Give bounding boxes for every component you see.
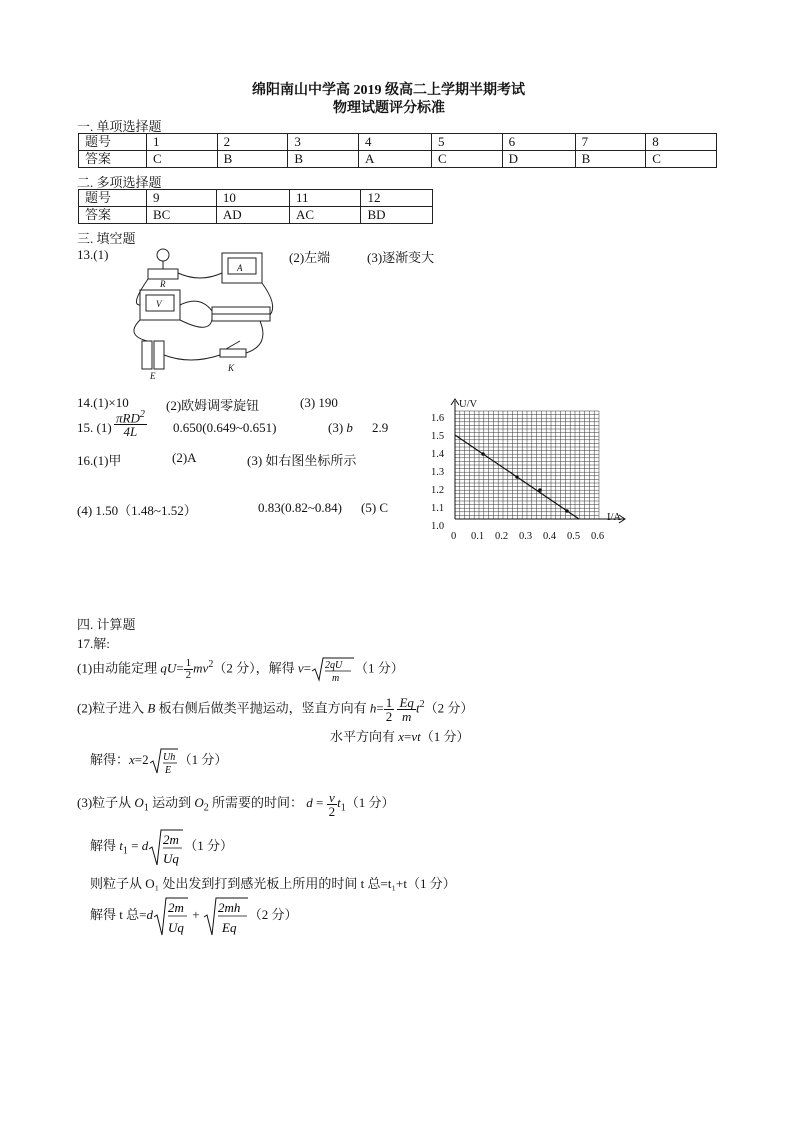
- table-cell: BD: [361, 207, 433, 224]
- data-point: [538, 488, 542, 492]
- table-cell: 9: [147, 190, 217, 207]
- table-cell: C: [147, 151, 218, 168]
- switch-label: K: [228, 363, 235, 373]
- table-cell: 7: [575, 134, 646, 151]
- table-cell: B: [575, 151, 646, 168]
- ui-graph: [425, 393, 635, 545]
- y-tick: 1.1: [431, 503, 445, 514]
- table-cell: 答案: [79, 207, 147, 224]
- q17-line3-score: （1 分）: [420, 729, 470, 744]
- sqrt-sign: [311, 656, 355, 682]
- y-tick: 1.6: [431, 413, 445, 424]
- svg-text:2m: 2m: [167, 900, 184, 916]
- q17-line5-text: (3)粒子从: [77, 795, 135, 810]
- section4-heading: 四. 计算题: [77, 617, 136, 632]
- q17-line5-text2: 运动到: [148, 795, 195, 810]
- q17-line3-text: 水平方向有: [330, 729, 399, 744]
- ammeter-label: A: [237, 263, 243, 273]
- x-axis-label: I/A: [607, 512, 621, 523]
- q16-part3: (3) 如右图坐标所示: [247, 453, 357, 468]
- q15-value: 2.9: [372, 420, 389, 435]
- table-cell: BC: [147, 207, 217, 224]
- q17-line6-score: （1 分）: [184, 838, 233, 853]
- svg-text:E: E: [164, 765, 171, 776]
- y-tick: 1.4: [431, 449, 445, 460]
- q15-formula: [114, 410, 147, 438]
- rheostat-r: [148, 269, 178, 279]
- table-cell: 1: [147, 134, 218, 151]
- q14-part3: (3) 190: [300, 395, 338, 410]
- q15-part3-b: b: [346, 420, 353, 435]
- x-tick: 0.6: [591, 531, 605, 542]
- exam-subtitle: 物理试题评分标准: [333, 101, 445, 116]
- table-cell: B: [288, 151, 359, 168]
- svg-text:Uq: Uq: [167, 920, 184, 936]
- y-tick: 1.3: [431, 467, 445, 478]
- q17-line2-score: （2 分）: [424, 700, 474, 716]
- table-cell: 12: [361, 190, 433, 207]
- q17-line8: 解得 t 总=d 2m Uq + 2mh Eq （2 分）: [90, 894, 298, 937]
- table-cell: 2: [217, 134, 288, 151]
- y-tick: 1.0: [431, 521, 445, 532]
- q15-part2: 0.650(0.649~0.651): [173, 420, 277, 435]
- q17-line5-score: （1 分）: [345, 795, 395, 810]
- table-row: [79, 207, 433, 224]
- exam-title: 绵阳南山中学高 2019 级高二上学期半期考试: [252, 83, 525, 98]
- q16-part4: (4) 1.50（1.48~1.52）: [77, 503, 197, 518]
- q17-line6: 解得 $t_1 = d$ 2m Uq （1 分）: [90, 826, 233, 872]
- section2-heading: 二. 多项选择题: [77, 175, 162, 190]
- table-cell: 4: [358, 134, 431, 151]
- q17-line8-text: 解得 t 总=: [90, 907, 147, 922]
- table-cell: 8: [646, 134, 717, 151]
- q17-line1-text2: （2 分），解得: [213, 660, 298, 676]
- svg-text:Uq: Uq: [163, 851, 180, 867]
- table-cell: D: [502, 151, 575, 168]
- q17-line2-text2: 板右侧后做类平抛运动，竖直方向有: [155, 700, 370, 716]
- sqrt-sign: [149, 747, 179, 775]
- table-cell: 10: [216, 190, 289, 207]
- x-tick: 0.3: [519, 531, 533, 542]
- q13-part3: (3)逐渐变大: [367, 250, 435, 265]
- table-cell: B: [217, 151, 288, 168]
- table-cell: AC: [289, 207, 361, 224]
- q17-number: 17.解:: [77, 636, 110, 651]
- battery-label: E: [150, 371, 156, 381]
- x-tick: 0: [451, 531, 457, 542]
- sqrt-sign: [148, 827, 184, 867]
- table-cell: 11: [289, 190, 361, 207]
- q17-line6-text: 解得: [90, 838, 120, 853]
- svg-text:m: m: [331, 673, 340, 683]
- sqrt-sign: [153, 895, 189, 937]
- table-cell: A: [358, 151, 431, 168]
- circuit-diagram: [120, 245, 280, 385]
- y-axis-label: U/V: [459, 399, 478, 410]
- battery-icon: [142, 341, 152, 369]
- q17-line4: 解得：x=2 Uh E （1 分）: [90, 746, 227, 775]
- q17-line2-text: (2)粒子进入: [77, 700, 148, 716]
- q17-line1: (1)由动能定理 qU= $\frac{1}{2}$ $mv^2(2$ 分），解得 v= 2qU m （1 分）: [77, 656, 404, 683]
- x-tick: 0.1: [471, 531, 485, 542]
- bulb-icon: [157, 249, 169, 261]
- table-cell: AD: [216, 207, 289, 224]
- voltmeter-label: V: [156, 299, 162, 309]
- q17-line2: (2)粒子进入 B 板右侧后做类平抛运动，竖直方向有 h= $\frac{1}{2}$ $\frac{Eq}{m}$ $t^2(2$ 分）: [77, 694, 474, 724]
- resistor-label: R: [160, 279, 166, 289]
- single-choice-table: [78, 133, 717, 168]
- svg-text:2m: 2m: [163, 832, 180, 848]
- table-cell: C: [431, 151, 502, 168]
- table-row: [79, 134, 717, 151]
- y-tick: 1.2: [431, 485, 445, 496]
- q17-line4-text: 解得：: [90, 752, 130, 767]
- svg-text:2qU: 2qU: [324, 660, 343, 672]
- q15-part3-label: (3): [328, 420, 347, 435]
- svg-text:Uh: Uh: [162, 752, 175, 764]
- q17-line7: 则粒子从 O₁ 处出发到打到感光板上所用的时间 t 总=t₁+t（1 分）: [90, 876, 456, 891]
- table-cell: 题号: [79, 190, 147, 207]
- table-cell: C: [646, 151, 717, 168]
- svg-text:2mh: 2mh: [217, 900, 241, 916]
- data-point: [515, 475, 519, 479]
- q14-part2: (2)欧姆调零旋钮: [166, 398, 260, 413]
- q17-line1-text: (1)由动能定理: [77, 660, 161, 676]
- table-row: [79, 151, 717, 168]
- table-cell: 6: [502, 134, 575, 151]
- q16-part1: 16.(1)甲: [77, 453, 122, 468]
- x-tick: 0.4: [543, 531, 557, 542]
- q13-part2: (2)左端: [289, 250, 331, 265]
- q15-number: 15. (1): [77, 420, 112, 435]
- table-row: [79, 190, 433, 207]
- q15-denominator: 4L: [123, 424, 138, 440]
- x-tick: 0.5: [567, 531, 581, 542]
- q15-part3: [328, 420, 353, 436]
- switch-icon: [220, 349, 246, 357]
- x-tick: 0.2: [495, 531, 509, 542]
- svg-text:Eq: Eq: [221, 920, 237, 936]
- q17-line1-score: （1 分）: [354, 660, 404, 676]
- data-point: [565, 509, 569, 513]
- q17-line5: (3)粒子从 $O_1$ 运动到 $O_2$ 所需要的时间： d = $\frac{v}{2}$ $t_1(1$ 分）: [77, 789, 395, 819]
- table-cell: 3: [288, 134, 359, 151]
- sqrt-sign: [203, 895, 249, 937]
- q16-part4b: 0.83(0.82~0.84): [258, 500, 342, 515]
- q15-numerator: πRD: [116, 410, 140, 426]
- table-cell: 答案: [79, 151, 147, 168]
- section1-heading: 一. 单项选择题: [77, 119, 162, 134]
- section3-heading: 三. 填空题: [77, 231, 136, 246]
- q17-line4-score: （1 分）: [178, 752, 228, 767]
- y-tick: 1.5: [431, 431, 445, 442]
- table-cell: 题号: [79, 134, 147, 151]
- q17-line5-text3: 所需要的时间：: [208, 795, 303, 810]
- q17-line3: 水平方向有 x=vt（1 分）: [330, 729, 470, 744]
- q16-part2: (2)A: [172, 450, 197, 465]
- multi-choice-table: [78, 189, 433, 224]
- data-point: [481, 452, 485, 456]
- q16-part5: (5) C: [361, 500, 389, 515]
- q15-sup: 2: [139, 409, 145, 420]
- table-cell: 5: [431, 134, 502, 151]
- q14-part1: 14.(1)×10: [77, 395, 129, 410]
- q17-line8-score: （2 分）: [248, 907, 298, 922]
- q13-number: 13.(1): [77, 247, 109, 262]
